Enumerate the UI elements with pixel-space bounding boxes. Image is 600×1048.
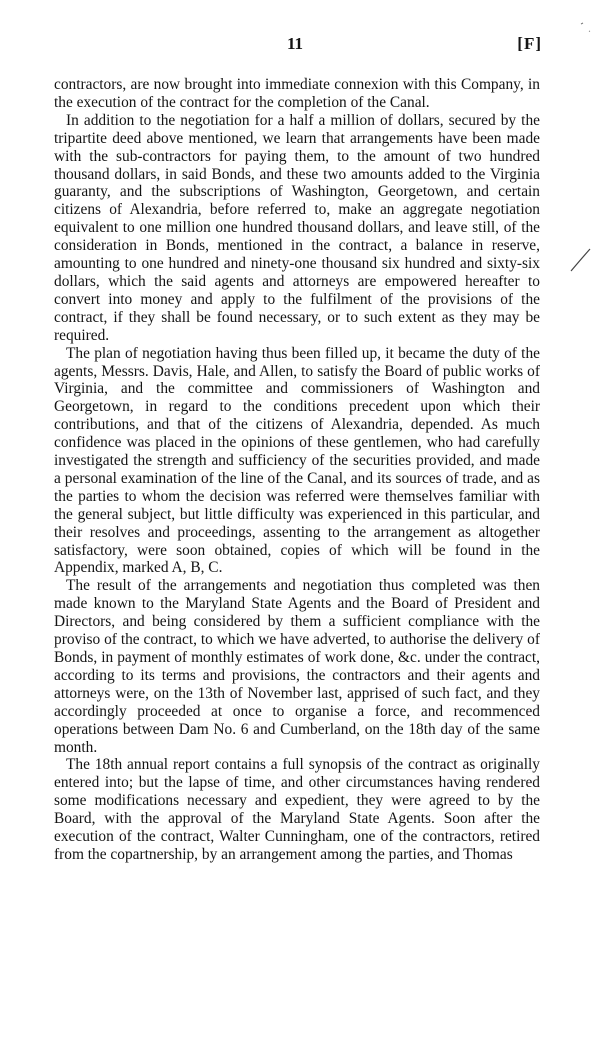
paragraph-continuation: contractors, are now brought into immediate connexion with this Company, in the execution of the contract for the completion of the Canal. bbox=[54, 76, 540, 111]
paragraph-plan: The plan of negotiation having thus been filled up, it became the duty of the agents, Messrs. Davis, Hale, and Allen, to satisfy the Board of public works of Virginia, and the committee and commissioners of Washington and Georgetown, in regard to the conditions precedent upon which their contributions, and that of the citizens of Alexandria, depended. As much confidence was placed in the opinions of these gentlemen, who had carefully investigated the strength and sufficiency of the securities provided, and made a personal examination of the line of the Canal, and its sources of trade, and as the parties to whom the decision was referred were themselves familiar with the general subject, but little difficulty was experienced in this particular, and their resolves and proceedings, assenting to the arrangement as altogether satisfactory, were soon obtained, copies of which will be found in the Appendix, marked A, B, C. bbox=[54, 344, 540, 577]
body-text bbox=[54, 76, 540, 864]
paragraph-negotiation: In addition to the negotiation for a half a million of dollars, secured by the tripartite deed above mentioned, we learn that arrangements have been made with the sub-contractors for paying them, to the amount of two hundred thousand dollars, in said Bonds, and these two amounts added to the Virginia guaranty, and the subscriptions of Washington, Georgetown, and certain citizens of Alexandria, before referred to, make an aggregate negotiation equivalent to one million one hundred thousand dollars, and leave still, of the consideration in Bonds, mentioned in the contract, a balance in reserve, amounting to one hundred and ninety-one thousand six hundred and sixty-six dollars, which the said agents and attorneys are empowered hereafter to convert into money and apply to the fulfilment of the provisions of the contract, if they shall be found necessary, or to such extent as they may be required. bbox=[54, 111, 540, 344]
margin-pencil-mark bbox=[568, 246, 592, 276]
signature-mark: [F] bbox=[517, 34, 542, 53]
page-number: 11 bbox=[287, 34, 304, 53]
corner-ink-mark bbox=[578, 20, 594, 36]
paragraph-result: The result of the arrangements and negotiation thus completed was then made known to the Maryland State Agents and the Board of President and Directors, and being considered by them a sufficient compliance with the proviso of the contract, to which we have adverted, to authorise the delivery of Bonds, in payment of monthly estimates of work done, &c. under the contract, according to its terms and provisions, the contractors and their agents and attorneys were, on the 13th of November last, apprised of such fact, and they accordingly proceeded at once to organise a force, and recommenced operations between Dam No. 6 and Cumberland, on the 18th day of the same month. bbox=[54, 577, 540, 756]
page-header bbox=[52, 34, 542, 58]
paragraph-annual-report: The 18th annual report contains a full synopsis of the contract as originally entered into; but the lapse of time, and other circumstances having rendered some modifications necessary and expedient, they were agreed to by the Board, with the approval of the Maryland State Agents. Soon after the execution of the contract, Walter Cunningham, one of the contractors, retired from the copartnership, by an arrangement among the parties, and Thomas bbox=[54, 756, 540, 863]
